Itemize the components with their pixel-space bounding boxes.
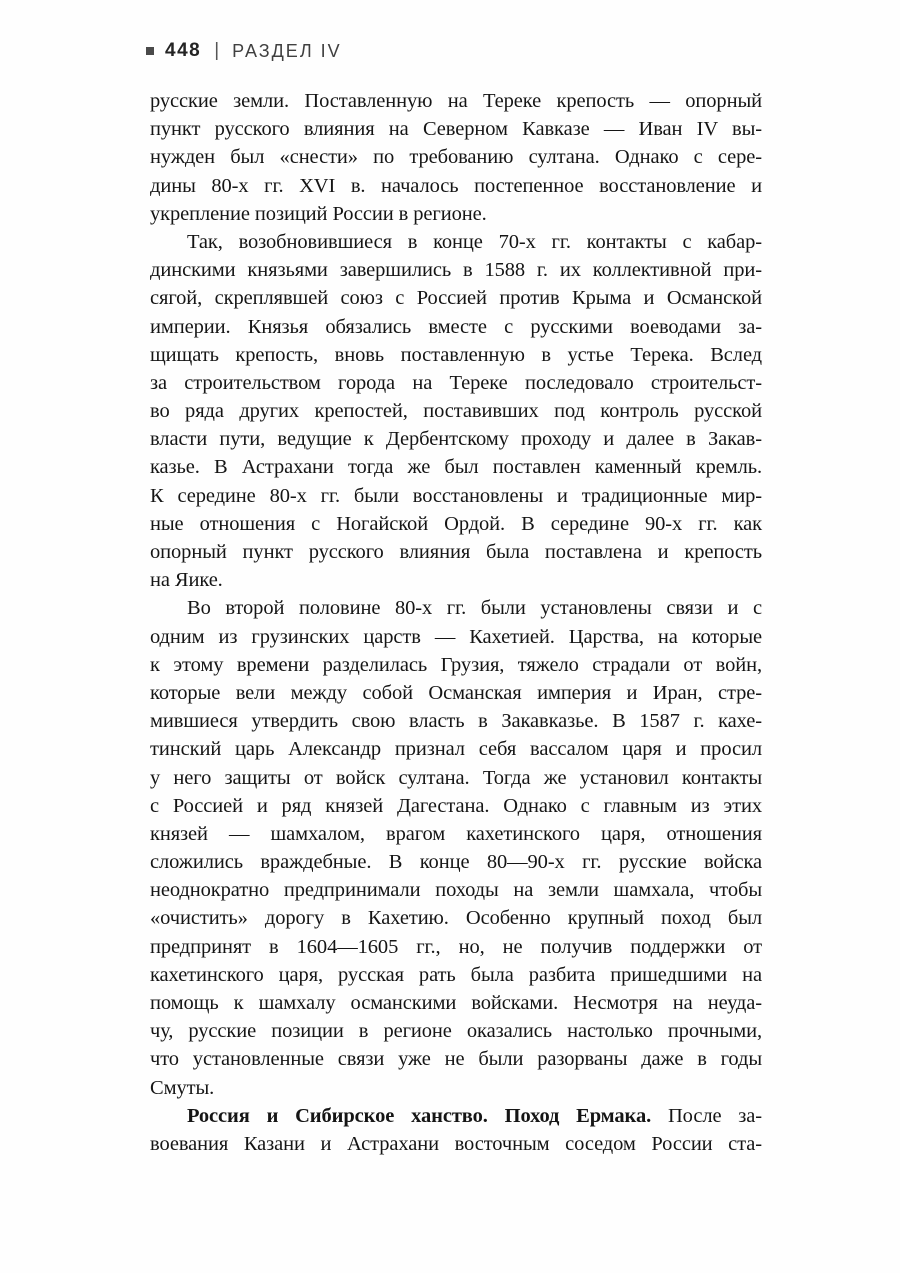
text-line: Смуты. (150, 1076, 215, 1099)
text-line: тинский царь Александр признал себя вассалом царя и просил (150, 738, 762, 761)
text-line: на Яике. (150, 569, 223, 592)
text-line: что установленные связи уже не были разорваны даже в годы (150, 1048, 762, 1071)
text-line: динскими князьями завершились в 1588 г. их коллективной при- (150, 259, 762, 282)
text-line: воевания Казани и Астрахани восточным соседом России ста- (150, 1132, 762, 1155)
page-header (146, 40, 342, 62)
text-line: Россия и Сибирское ханство. Поход Ермака. После за- (187, 1104, 762, 1127)
text-line: Во второй половине 80-х гг. были установлены связи и с (187, 597, 762, 620)
text-line: нужден был «снести» по требованию султана. Однако с сере- (150, 146, 762, 169)
paragraph (150, 1102, 762, 1158)
text-line: казье. В Астрахани тогда же был поставлен каменный кремль. (150, 456, 762, 479)
text-line: неоднократно предпринимали походы на земли шамхала, чтобы (150, 879, 762, 902)
text-line: империи. Князья обязались вместе с русскими воеводами за- (150, 315, 762, 338)
text-line: сложились враждебные. В конце 80—90-х гг. русские войска (150, 851, 762, 874)
text-line: помощь к шамхалу османскими войсками. Несмотря на неуда- (150, 992, 762, 1014)
text-line: пункт русского влияния на Северном Кавказе — Иван IV вы- (150, 118, 762, 141)
text-line: одним из грузинских царств — Кахетией. Царства, на которые (150, 625, 762, 648)
text-line: дины 80-х гг. XVI в. началось постепенное восстановление и (150, 174, 762, 197)
page-body-text (150, 87, 762, 1158)
text-line: ные отношения с Ногайской Ордой. В середине 90-х гг. как (150, 512, 762, 535)
text-line: во ряда других крепостей, поставивших под контроль русской (150, 400, 762, 423)
header-separator: | (214, 40, 220, 61)
text-line: за строительством города на Тереке последовало строительст- (150, 371, 762, 394)
page-number: 448 (165, 40, 202, 61)
text-line: предпринят в 1604—1605 гг., но, не получив поддержки от (150, 935, 762, 958)
paragraph (150, 228, 762, 594)
text-line: К середине 80-х гг. были восстановлены и традиционные мир- (150, 484, 762, 507)
text-line: щищать крепость, вновь поставленную в устье Терека. Вслед (150, 343, 762, 366)
text-line: мившиеся утвердить свою власть в Закавказье. В 1587 г. кахе- (150, 710, 762, 733)
text-line: с Россией и ряд князей Дагестана. Однако с главным из этих (150, 794, 762, 817)
text-line: опорный пункт русского влияния была поставлена и крепость (150, 541, 762, 563)
text-line: русские земли. Поставленную на Тереке крепость — опорный (150, 90, 762, 112)
section-marker-icon (146, 47, 154, 55)
text-line: которые вели между собой Османская империя и Иран, стре- (150, 681, 762, 704)
text-line: укрепление позиций России в регионе. (150, 202, 487, 225)
text-line: кахетинского царя, русская рать была разбита пришедшими на (150, 963, 762, 986)
paragraph (150, 87, 762, 228)
text-line: «очистить» дорогу в Кахетию. Особенно крупный поход был (150, 907, 762, 930)
text-line: чу, русские позиции в регионе оказались настолько прочными, (150, 1020, 762, 1043)
text-line: власти пути, ведущие к Дербентскому проходу и далее в Закав- (150, 428, 762, 451)
bold-run: Россия и Сибирское ханство. Поход Ермака. (187, 1104, 652, 1127)
paragraph (150, 594, 762, 1101)
section-title: РАЗДЕЛ IV (232, 40, 342, 61)
text-line: князей — шамхалом, врагом кахетинского царя, отношения (150, 822, 762, 845)
text-line: к этому времени разделилась Грузия, тяжело страдали от войн, (150, 653, 762, 676)
text-line: сягой, скреплявшей союз с Россией против Крыма и Османской (150, 287, 762, 310)
text-line: Так, возобновившиеся в конце 70-х гг. контакты с кабар- (187, 230, 762, 253)
text-line: у него защиты от войск султана. Тогда же установил контакты (150, 766, 762, 789)
